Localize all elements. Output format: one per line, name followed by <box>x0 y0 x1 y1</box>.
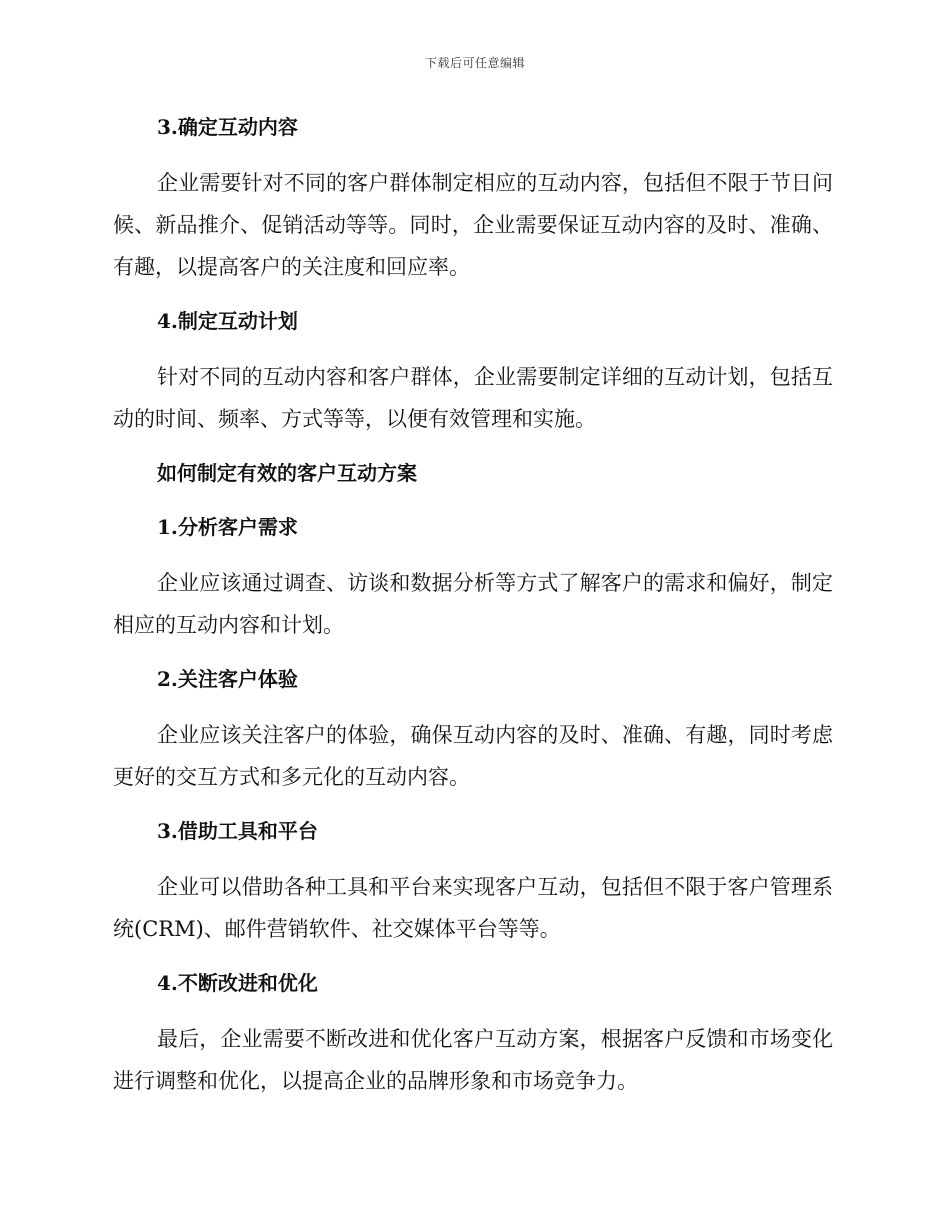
section-heading-analyze-needs: 1.分析客户需求 <box>157 515 298 539</box>
document-body <box>113 108 833 1102</box>
header-note: 下载后可任意编辑 <box>424 56 525 70</box>
section-heading-determine-content: 3.确定互动内容 <box>157 115 298 139</box>
section-heading-customer-experience: 2.关注客户体验 <box>157 667 298 691</box>
section-heading-effective-plan: 如何制定有效的客户互动方案 <box>157 461 417 485</box>
paragraph-determine-content: 企业需要针对不同的客户群体制定相应的互动内容，包括但不限于节日问候、新品推介、促销活动等等。同时，企业需要保证互动内容的及时、准确、有趣，以提高客户的关注度和回应率。 <box>113 171 833 279</box>
section-heading-improve-optimize: 4.不断改进和优化 <box>157 971 318 995</box>
paragraph-make-plan: 针对不同的互动内容和客户群体，企业需要制定详细的互动计划，包括互动的时间、频率、方式等等，以便有效管理和实施。 <box>113 365 833 431</box>
paragraph-analyze-needs: 企业应该通过调查、访谈和数据分析等方式了解客户的需求和偏好，制定相应的互动内容和计划。 <box>113 571 833 637</box>
section-heading-make-plan: 4.制定互动计划 <box>157 309 298 333</box>
paragraph-customer-experience: 企业应该关注客户的体验，确保互动内容的及时、准确、有趣，同时考虑更好的交互方式和多元化的互动内容。 <box>113 723 833 789</box>
paragraph-improve-optimize: 最后，企业需要不断改进和优化客户互动方案，根据客户反馈和市场变化进行调整和优化，以提高企业的品牌形象和市场竞争力。 <box>113 1027 833 1093</box>
section-heading-tools-platforms: 3.借助工具和平台 <box>157 819 318 843</box>
paragraph-tools-platforms: 企业可以借助各种工具和平台来实现客户互动，包括但不限于客户管理系统(CRM)、邮件营销软件、社交媒体平台等等。 <box>113 875 833 941</box>
